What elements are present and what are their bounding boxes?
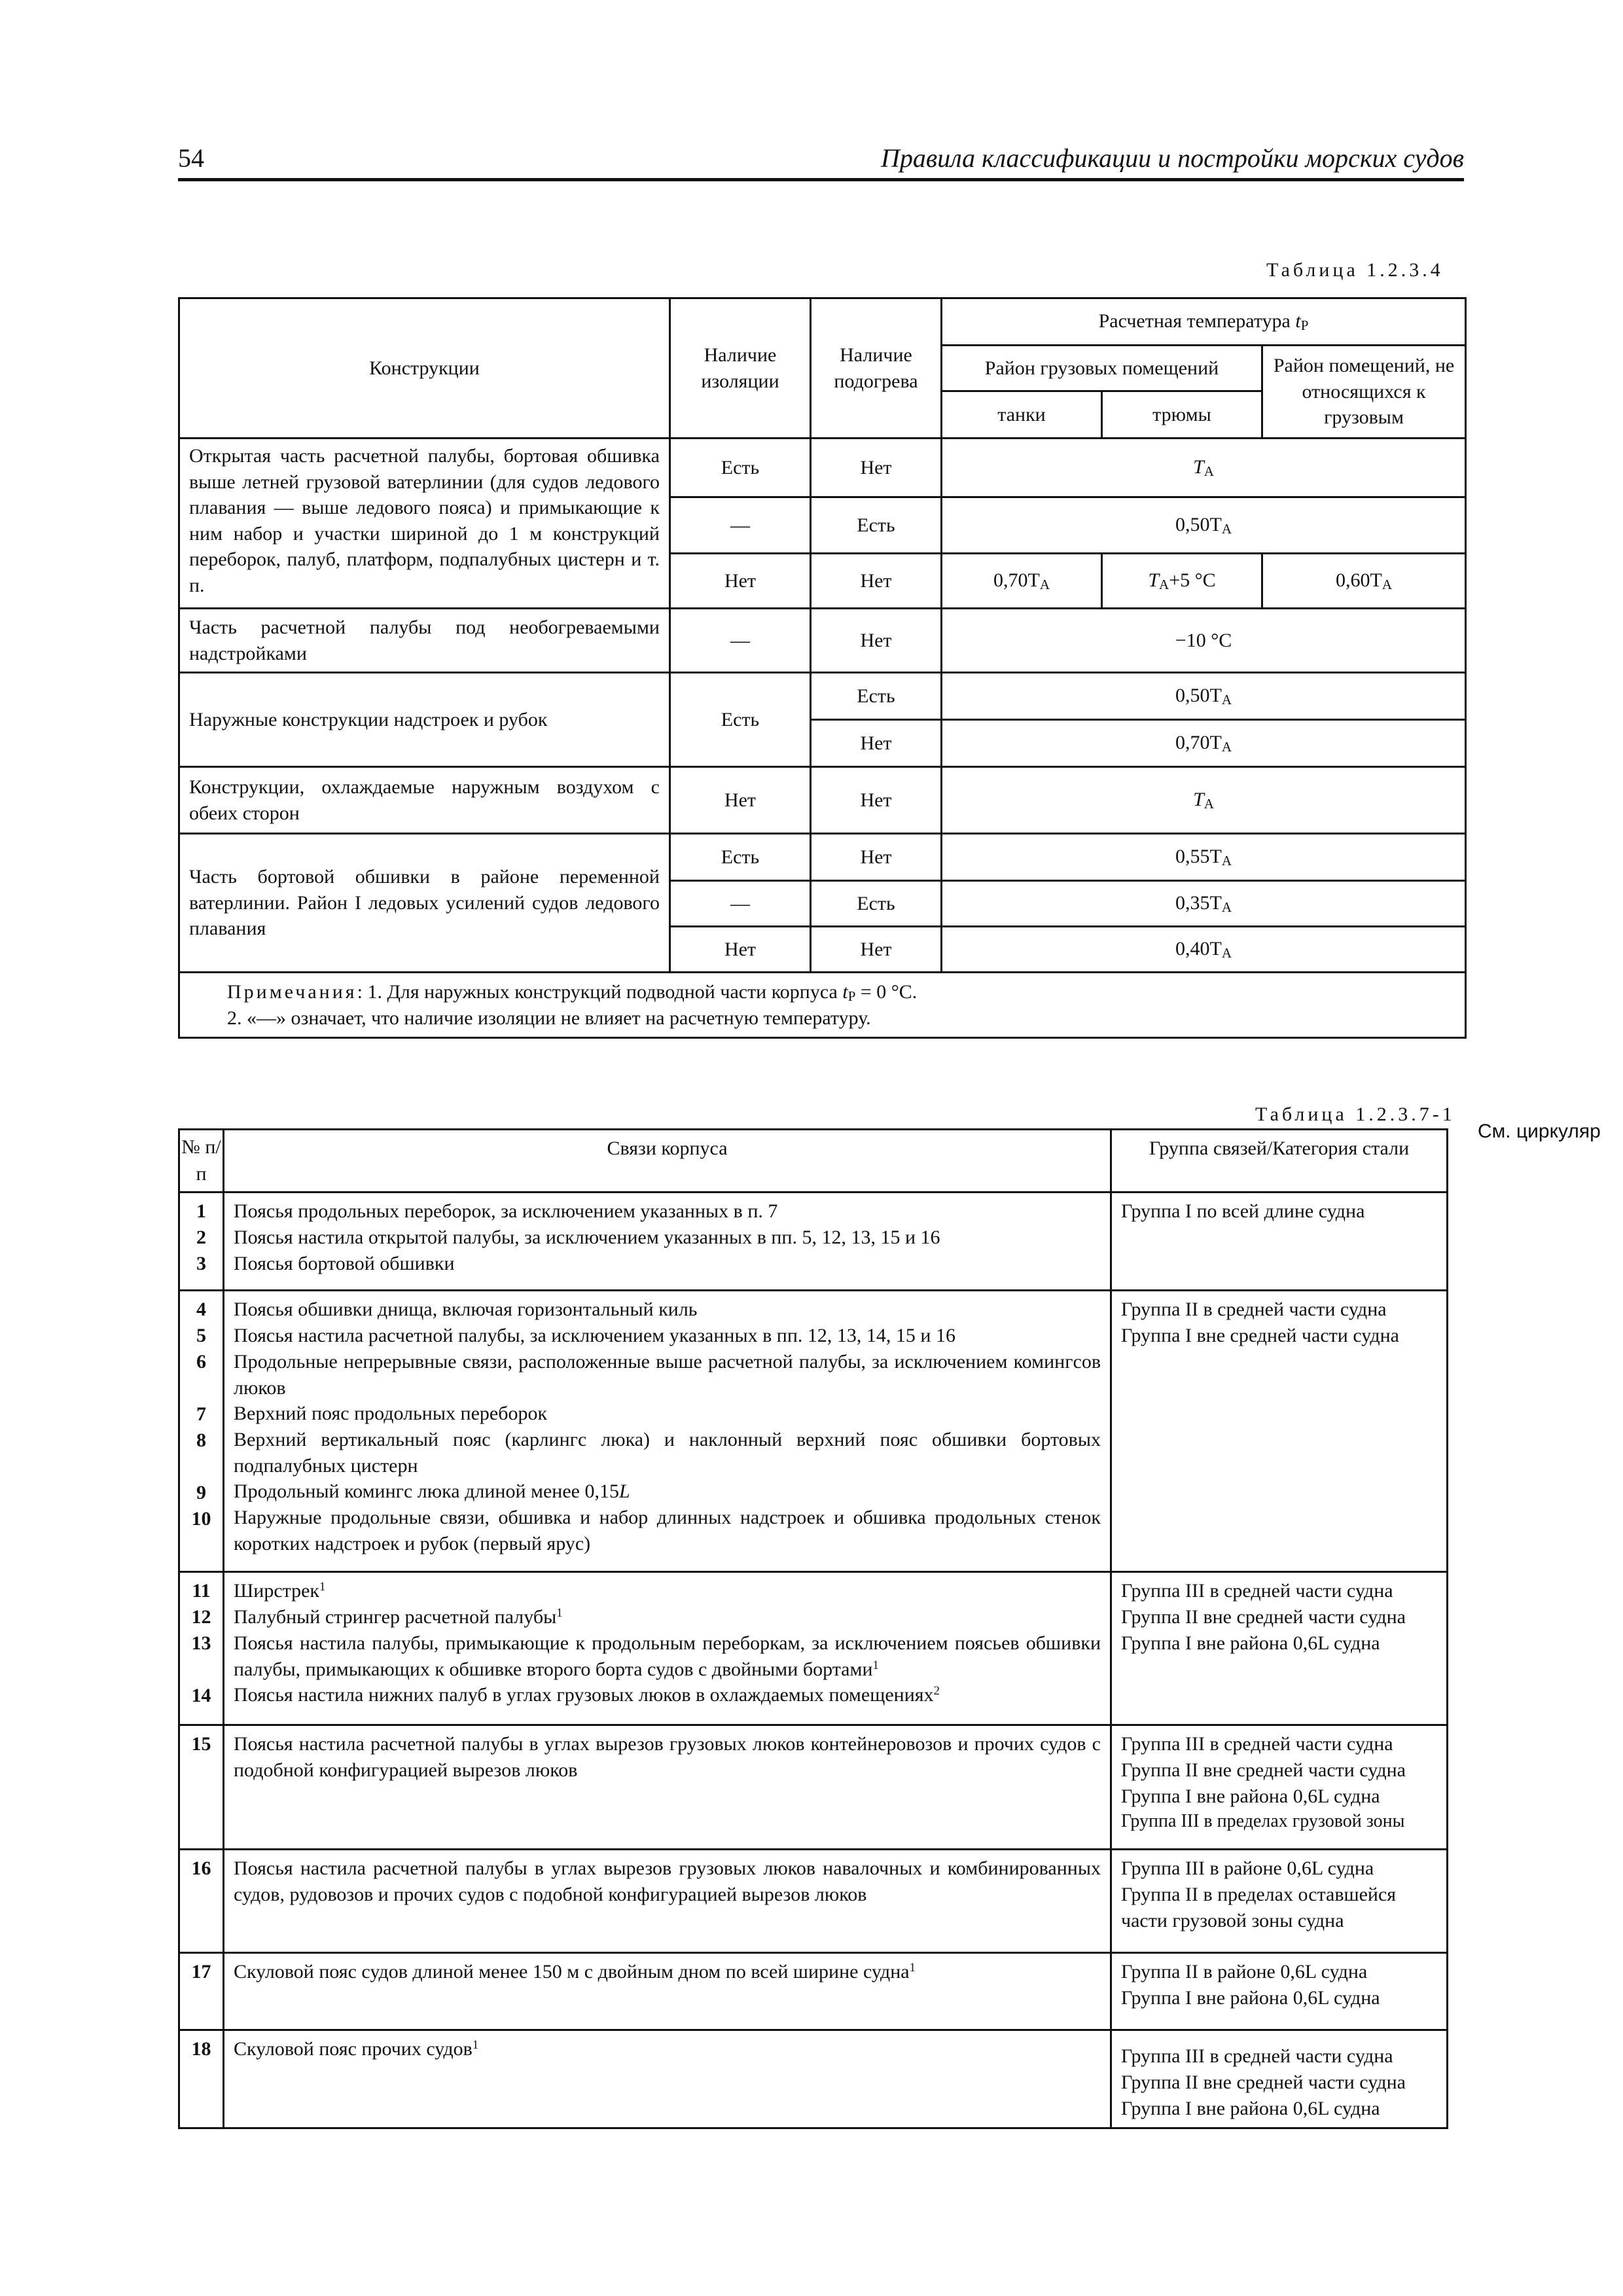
temp-value: 0,70T	[1175, 732, 1222, 754]
category-text: Группа III в пределах грузовой зоны	[1121, 1811, 1405, 1831]
temp-sub: A	[1221, 899, 1232, 916]
row-label: Открытая часть расчетной палубы, бортовая обшивка выше летней грузовой ватерлинии (для судов ледового плавания — выше ледового пояса) и примыкающие к ним набор и участки шириной до 1 м конструкций переборок, палуб, платформ, подпалубных цистерн и т. п.	[179, 439, 670, 609]
item-text	[234, 1630, 1101, 1682]
category-text: Группа III в средней части судна	[1121, 1733, 1393, 1755]
cell-insulation: Есть	[670, 834, 811, 881]
item-number: 1	[196, 1200, 206, 1222]
header-constructions: Конструкции	[179, 298, 670, 439]
temp-value: T	[1193, 456, 1204, 478]
category-text: Группа II вне средней части судна	[1121, 1759, 1406, 1781]
item-text-main: Поясья настила нижних палуб в углах грузовых люков в охлаждаемых помещениях	[234, 1684, 934, 1706]
item-number: 14	[191, 1685, 211, 1706]
category-text: Группа II в районе 0,6L судна	[1121, 1961, 1368, 1982]
cell-temperature	[942, 439, 1466, 497]
num-cell	[179, 1953, 224, 2030]
temp-sub: A	[1221, 853, 1232, 869]
cell-heating: Нет	[811, 927, 942, 973]
temp-sub: A	[1204, 463, 1214, 480]
header-non-cargo-area: Район помещений, не относящихся к грузовым	[1262, 346, 1466, 439]
item-text-main: Поясья настила палубы, примыкающие к продольным переборкам, за исключением поясьев обшивки палубы, примыкающих к обшивке второго борта судов с двойными бортами	[234, 1632, 1101, 1680]
num-cell	[179, 1850, 224, 1953]
item-text-main: Ширстрек	[234, 1580, 320, 1602]
category-cell	[1111, 1193, 1448, 1291]
item-text: Наружные продольные связи, обшивка и набор длинных надстроек и обшивка продольных стенок коротких надстроек и рубок (первый ярус)	[234, 1507, 1101, 1554]
item-text: Поясья бортовой обшивки	[234, 1253, 455, 1274]
header-design-temp-sub: Р	[1300, 317, 1309, 334]
members-cell	[224, 2030, 1111, 2128]
cell-temperature	[942, 720, 1466, 767]
item-number: 4	[196, 1299, 206, 1320]
category-text: Группа III в средней части судна	[1121, 1580, 1393, 1602]
temp-value: 0,55T	[1175, 846, 1222, 868]
row-label: Часть бортовой обшивки в районе переменной ватерлинии. Район I ледовых усилений судов ледового плавания	[179, 834, 670, 973]
cell-insulation: —	[670, 881, 811, 927]
temp-sub: A	[1039, 577, 1050, 593]
item-text-italic: L	[618, 1480, 630, 1503]
num-cell	[179, 1725, 224, 1850]
note-1-sub: Р	[847, 988, 856, 1004]
header-heating: Наличие подогрева	[811, 298, 942, 439]
members-cell	[224, 1850, 1111, 1953]
header-members: Связи корпуса	[224, 1130, 1111, 1193]
footnote-mark: 1	[472, 2038, 479, 2052]
category-text: Группа II вне средней части судна	[1121, 2072, 1406, 2093]
temp-sub: A	[1204, 796, 1214, 812]
num-cell	[179, 1291, 224, 1572]
cell-heating: Есть	[811, 497, 942, 554]
item-number: 17	[191, 1961, 211, 1982]
item-text: Поясья продольных переборок, за исключением указанных в п. 7	[234, 1200, 778, 1222]
item-number: 5	[196, 1325, 206, 1346]
category-text: Группа I вне района 0,6L судна	[1121, 1987, 1380, 2009]
header-tanks: танки	[942, 391, 1102, 439]
category-cell	[1111, 1953, 1448, 2030]
category-text: Группа III в районе 0,6L судна	[1121, 1857, 1374, 1879]
header-cargo-area: Район грузовых помещений	[942, 346, 1262, 391]
temp-value: 0,50T	[1175, 514, 1222, 536]
side-note: См. циркуляр	[1478, 1121, 1601, 1142]
cell-insulation: Есть	[670, 439, 811, 497]
table1-notes	[179, 973, 1466, 1038]
item-number: 2	[196, 1227, 206, 1248]
item-text-main: Продольный комингс люка длиной менее 0,15	[234, 1480, 619, 1503]
members-cell	[224, 1193, 1111, 1291]
category-cell	[1111, 1572, 1448, 1725]
category-cell	[1111, 1291, 1448, 1572]
cell-temp-holds	[1102, 554, 1262, 609]
item-number: 10	[191, 1508, 211, 1530]
item-text-main: Скуловой пояс прочих судов	[234, 2038, 473, 2060]
cell-heating: Нет	[811, 554, 942, 609]
cell-temperature	[942, 767, 1466, 834]
category-cell	[1111, 2030, 1448, 2128]
cell-temp-tanks	[942, 554, 1102, 609]
item-number: 18	[191, 2038, 211, 2060]
page-number: 54	[178, 143, 204, 173]
temp-sub: A	[1221, 945, 1232, 961]
item-text: Поясья настила расчетной палубы, за исключением указанных в пп. 12, 13, 14, 15 и 16	[234, 1325, 955, 1346]
item-text	[234, 1479, 1101, 1505]
footnote-mark: 1	[556, 1606, 563, 1620]
cell-heating: Нет	[811, 439, 942, 497]
category-text: Группа II в средней части судна	[1121, 1299, 1387, 1320]
cell-heating: Нет	[811, 720, 942, 767]
temp-value: T	[1193, 789, 1204, 811]
item-text: Верхний пояс продольных переборок	[234, 1403, 548, 1425]
table2-caption: Таблица 1.2.3.7-1	[1255, 1103, 1455, 1125]
cell-insulation: Нет	[670, 767, 811, 834]
item-text: Верхний вертикальный пояс (карлингс люка) и наклонный верхний пояс обшивки бортовых подпалубных цистерн	[234, 1429, 1101, 1477]
temp-suffix: +5 °C	[1169, 569, 1216, 592]
item-text	[234, 1604, 1101, 1630]
notes-title: Примечания	[227, 980, 357, 1003]
cell-temperature	[942, 497, 1466, 554]
design-temperature-table	[178, 297, 1467, 1039]
cell-temperature	[942, 673, 1466, 720]
item-number: 6	[196, 1351, 206, 1372]
item-text-main: Палубный стрингер расчетной палубы	[234, 1606, 557, 1628]
item-number: 3	[196, 1253, 206, 1274]
footnote-mark: 1	[319, 1580, 326, 1594]
category-text: Группа I по всей длине судна	[1121, 1200, 1365, 1222]
item-text: Поясья обшивки днища, включая горизонтальный киль	[234, 1299, 698, 1320]
item-number: 13	[191, 1632, 211, 1654]
running-title: Правила классификации и постройки морских судов	[880, 143, 1464, 173]
header-holds: трюмы	[1102, 391, 1262, 439]
item-number: 9	[196, 1482, 206, 1503]
note-2: 2. «—» означает, что наличие изоляции не влияет на расчетную температуру.	[227, 1007, 871, 1030]
num-cell	[179, 1572, 224, 1725]
hull-members-table	[178, 1128, 1448, 2129]
footnote-mark: 1	[872, 1658, 879, 1672]
note-1-text: 1. Для наружных конструкций подводной части корпуса	[367, 980, 838, 1003]
category-text: Группа I вне района 0,6L судна	[1121, 1785, 1380, 1807]
temp-value: 0,70T	[993, 569, 1040, 592]
category-text: Группа II в пределах оставшейся части грузовой зоны судна	[1121, 1884, 1397, 1931]
header-group: Группа связей/Категория стали	[1111, 1130, 1448, 1193]
item-text: Продольные непрерывные связи, расположенные выше расчетной палубы, за исключением комингсов люков	[234, 1351, 1101, 1399]
temp-sub: A	[1221, 739, 1232, 755]
cell-insulation: Нет	[670, 927, 811, 973]
header-insulation: Наличие изоляции	[670, 298, 811, 439]
category-cell	[1111, 1725, 1448, 1850]
cell-heating: Нет	[811, 834, 942, 881]
cell-heating: Есть	[811, 673, 942, 720]
members-cell	[224, 1725, 1111, 1850]
header-num: № п/п	[179, 1130, 224, 1193]
item-text	[234, 1959, 1101, 1985]
num-cell	[179, 2030, 224, 2128]
cell-temperature	[942, 881, 1466, 927]
note-1: Примечания: 1. Для наружных конструкций подводной части корпуса $t_Р = 0$ °C.	[227, 980, 918, 1004]
category-text: Группа I вне района 0,6L судна	[1121, 1632, 1380, 1654]
item-text	[234, 1682, 1101, 1708]
item-number: 8	[196, 1429, 206, 1451]
item-number: 11	[192, 1580, 211, 1602]
num-cell	[179, 1193, 224, 1291]
note-1-value: = 0 °C.	[860, 980, 918, 1003]
temp-sub: A	[1382, 577, 1393, 593]
category-text: Группа I вне района 0,6L судна	[1121, 2098, 1380, 2119]
item-number: 16	[191, 1857, 211, 1879]
row-label: Конструкции, охлаждаемые наружным воздухом с обеих сторон	[179, 767, 670, 834]
cell-temp-other	[1262, 554, 1466, 609]
cell-heating: Есть	[811, 881, 942, 927]
category-text: Группа II вне средней части судна	[1121, 1606, 1406, 1628]
members-cell	[224, 1572, 1111, 1725]
members-cell	[224, 1291, 1111, 1572]
footnote-mark: 2	[933, 1684, 940, 1698]
cell-insulation: —	[670, 497, 811, 554]
item-text	[234, 1578, 1101, 1604]
temp-value: 0,60T	[1336, 569, 1382, 592]
row-label: Часть расчетной палубы под необогреваемыми надстройками	[179, 609, 670, 673]
cell-insulation: Нет	[670, 554, 811, 609]
footnote-mark: 1	[909, 1961, 916, 1975]
temp-sub: A	[1159, 577, 1169, 593]
item-text: Поясья настила расчетной палубы в углах вырезов грузовых люков контейнеровозов и прочих судов с подобной конфигурацией вырезов люков	[234, 1733, 1101, 1781]
item-number: 15	[191, 1733, 211, 1755]
temp-sub: A	[1221, 521, 1232, 537]
item-text: Поясья настила расчетной палубы в углах вырезов грузовых люков навалочных и комбинированных судов, рудовозов и прочих судов с подобной конфигурацией вырезов люков	[234, 1857, 1101, 1905]
temp-value: 0,40T	[1175, 938, 1222, 960]
temp-sub: A	[1221, 692, 1232, 708]
category-cell	[1111, 1850, 1448, 1953]
temp-value: 0,35T	[1175, 892, 1222, 914]
header-design-temp-label: Расчетная температура	[1098, 310, 1291, 332]
page-header	[178, 143, 1464, 179]
header-design-temp-symbol: t	[1295, 310, 1301, 332]
item-text	[234, 2036, 1101, 2062]
item-text: Поясья настила открытой палубы, за исключением указанных в пп. 5, 12, 13, 15 и 16	[234, 1227, 940, 1248]
cell-temperature: −10 °C	[942, 609, 1466, 673]
table1-caption: Таблица 1.2.3.4	[1266, 259, 1444, 281]
temp-value: 0,50T	[1175, 685, 1222, 707]
members-cell	[224, 1953, 1111, 2030]
category-text: Группа I вне средней части судна	[1121, 1325, 1399, 1346]
header-rule	[178, 178, 1464, 181]
row-label: Наружные конструкции надстроек и рубок	[179, 673, 670, 767]
note-1-symbol: t	[842, 980, 848, 1003]
category-text: Группа III в средней части судна	[1121, 2045, 1393, 2067]
item-number: 7	[196, 1403, 206, 1425]
temp-value: T	[1148, 569, 1160, 592]
cell-heating: Нет	[811, 767, 942, 834]
cell-heating: Нет	[811, 609, 942, 673]
cell-insulation: Есть	[670, 673, 811, 767]
cell-insulation: —	[670, 609, 811, 673]
item-number: 12	[191, 1606, 211, 1628]
cell-temperature	[942, 834, 1466, 881]
item-text-main: Скуловой пояс судов длиной менее 150 м с двойным дном по всей ширине судна	[234, 1961, 910, 1982]
cell-temperature	[942, 927, 1466, 973]
header-design-temp	[942, 298, 1466, 346]
